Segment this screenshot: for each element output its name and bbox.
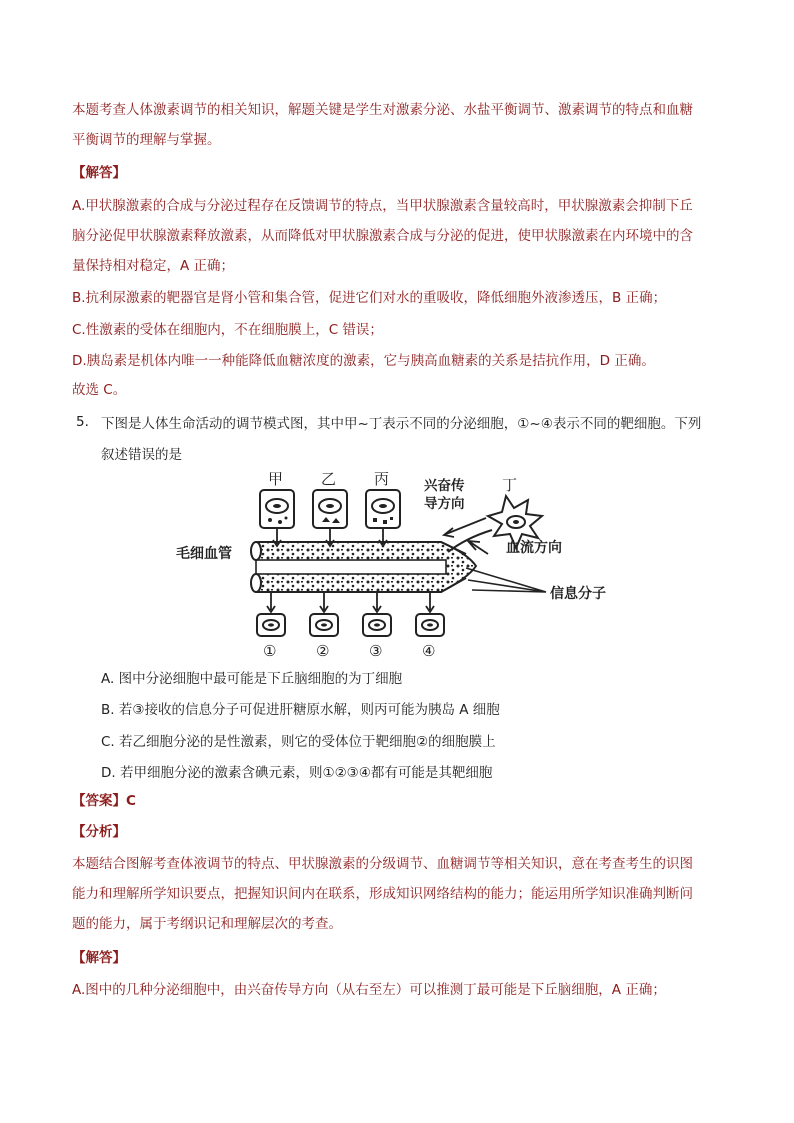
answer-b: B.抗利尿激素的靶器官是肾小管和集合管，促进它们对水的重吸收，降低细胞外液渗透压，B 正确；: [72, 290, 667, 306]
capillary-label: 毛细血管: [176, 546, 232, 562]
blood-flow-arrow: [468, 541, 488, 554]
answer-a-line-3: 量保持相对稳定，A 正确；: [72, 258, 235, 274]
target-cell-3: [363, 614, 391, 636]
nerve-direction-label-2: 导方向: [424, 496, 465, 512]
blood-flow-label: 血流方向: [506, 540, 562, 556]
intro-line-2: 平衡调节的理解与掌握。: [72, 132, 221, 148]
question-stem-2: 叙述错误的是: [101, 447, 182, 463]
cell-label-jia: 甲: [268, 470, 284, 488]
target-cell-4: [416, 614, 444, 636]
question-stem-1: 下图是人体生命活动的调节模式图，其中甲~丁表示不同的分泌细胞，①~④表示不同的靶细胞。下列: [101, 416, 702, 432]
capillary-vessel: [251, 542, 476, 592]
answer-d: D.胰岛素是机体内唯一一种能降低血糖浓度的激素，它与胰高血糖素的关系是拮抗作用，D 正确。: [72, 353, 655, 369]
target-label-1: ①: [263, 642, 277, 660]
regulation-diagram: [176, 468, 616, 660]
analysis-line-3: 题的能力，属于考纲识记和理解层次的考查。: [72, 916, 342, 932]
analysis-line-1: 本题结合图解考查体液调节的特点、甲状腺激素的分级调节、血糖调节等相关知识，意在考查考生的识图: [72, 856, 693, 872]
secretory-cell-yi: [313, 490, 347, 528]
answer-a-line-1: A.甲状腺激素的合成与分泌过程存在反馈调节的特点，当甲状腺激素含量较高时，甲状腺激素会抑制下丘: [72, 198, 693, 214]
target-label-4: ④: [422, 642, 436, 660]
ding-label: 丁: [502, 476, 518, 494]
option-b: B. 若③接收的信息分子可促进肝糖原水解，则丙可能为胰岛 A 细胞: [101, 702, 500, 718]
answer-heading: 【解答】: [72, 165, 126, 181]
option-d: D. 若甲细胞分泌的激素含碘元素，则①②③④都有可能是其靶细胞: [101, 765, 493, 781]
target-cell-1: [257, 614, 285, 636]
answer-key: 【答案】C: [72, 793, 136, 809]
secretory-cell-bing: [366, 490, 400, 528]
intro-line-1: 本题考查人体激素调节的相关知识，解题关键是学生对激素分泌、水盐平衡调节、激素调节的特点和血糖: [72, 102, 693, 118]
target-cell-2: [310, 614, 338, 636]
cell-label-bing: 丙: [374, 470, 390, 488]
cell-label-yi: 乙: [321, 470, 337, 488]
option-c: C. 若乙细胞分泌的是性激素，则它的受体位于靶细胞②的细胞膜上: [101, 734, 496, 750]
signal-molecule-label: 信息分子: [550, 586, 606, 602]
answer-conclusion: 故选 C。: [72, 382, 127, 398]
solution-a: A.图中的几种分泌细胞中，由兴奋传导方向（从右至左）可以推测丁最可能是下丘脑细胞，A 正确；: [72, 982, 666, 998]
analysis-heading: 【分析】: [72, 824, 126, 840]
solution-heading: 【解答】: [72, 950, 126, 966]
question-number: 5.: [76, 414, 89, 430]
signal-pointer-lines: [466, 568, 546, 592]
answer-a-line-2: 脑分泌促甲状腺激素释放激素，从而降低对甲状腺激素合成与分泌的促进，使甲状腺激素在内环境中的含: [72, 228, 693, 244]
analysis-line-2: 能力和理解所学知识要点，把握知识间内在联系，形成知识网络结构的能力；能运用所学知识准确判断问: [72, 886, 693, 902]
answer-c: C.性激素的受体在细胞内，不在细胞膜上，C 错误；: [72, 322, 383, 338]
nerve-direction-label-1: 兴奋传: [424, 478, 465, 494]
target-label-2: ②: [316, 642, 330, 660]
option-a: A. 图中分泌细胞中最可能是下丘脑细胞的为丁细胞: [101, 671, 403, 687]
target-label-3: ③: [369, 642, 383, 660]
secretory-cell-jia: [260, 490, 294, 528]
